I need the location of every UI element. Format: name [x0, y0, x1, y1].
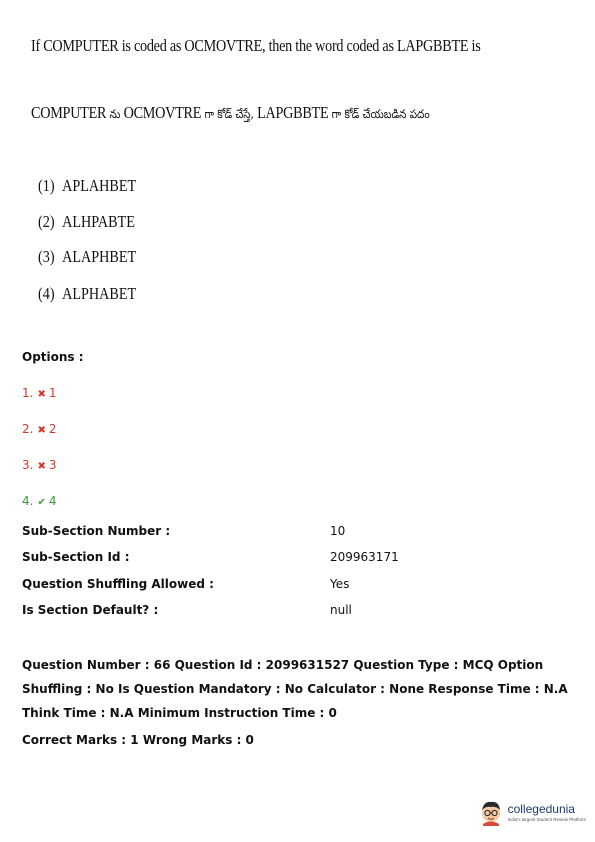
choice-2 — [38, 212, 135, 232]
option-index: 3. — [22, 458, 34, 472]
choice-text: APLAHBET — [62, 176, 137, 195]
option-item-1 — [22, 386, 56, 400]
meta-key-question-shuffling: Question Shuffling Allowed : — [22, 577, 214, 591]
choice-3 — [38, 247, 136, 267]
choice-number: (2) — [38, 212, 55, 231]
meta-value-question-shuffling: Yes — [330, 577, 350, 591]
choice-1 — [38, 176, 136, 196]
meta-key-subsection-id: Sub-Section Id : — [22, 550, 130, 564]
meta-value-section-default: null — [330, 603, 352, 617]
option-index: 4. — [22, 494, 34, 508]
telugu-part: ను — [109, 107, 121, 121]
option-value: 3 — [48, 458, 57, 472]
choice-text: ALPHABET — [62, 284, 137, 303]
question-text-english: If COMPUTER is coded as OCMOVTRE, then the word coded as LAPGBBTE is — [31, 36, 481, 55]
telugu-part: గా కోడ్ చేయబడిన పదం — [331, 107, 430, 121]
telugu-part: OCMOVTRE — [120, 103, 205, 122]
telugu-part: COMPUTER — [31, 103, 110, 122]
meta-key-section-default: Is Section Default? : — [22, 603, 159, 617]
option-item-2 — [22, 422, 56, 436]
choice-number: (1) — [38, 176, 55, 195]
marks-line: Correct Marks : 1 Wrong Marks : 0 — [22, 733, 254, 747]
options-heading: Options : — [22, 350, 84, 364]
meta-key-subsection-number: Sub-Section Number : — [22, 524, 171, 538]
meta-value-subsection-number: 10 — [330, 524, 346, 538]
question-text-telugu — [31, 103, 430, 124]
option-item-3 — [22, 458, 56, 472]
collegedunia-logo — [478, 798, 586, 826]
telugu-part: గా కోడ్ చేస్తే, — [204, 107, 254, 121]
option-item-4 — [22, 494, 56, 508]
meta-value-subsection-id: 209963171 — [330, 550, 399, 564]
choice-text: ALHPABTE — [62, 212, 135, 231]
cross-icon: ✖ — [37, 389, 46, 400]
check-icon: ✔ — [37, 497, 46, 508]
choice-4 — [38, 284, 136, 304]
option-value: 2 — [48, 422, 57, 436]
logo-tagline: India's largest Student Review Platform — [507, 817, 586, 822]
choice-text: ALAPHBET — [62, 247, 137, 266]
choice-number: (4) — [38, 284, 55, 303]
option-index: 2. — [22, 422, 34, 436]
option-value: 1 — [48, 386, 57, 400]
option-value: 4 — [48, 494, 57, 508]
cross-icon: ✖ — [37, 461, 46, 472]
mascot-icon — [478, 798, 504, 826]
choice-number: (3) — [38, 247, 55, 266]
cross-icon: ✖ — [37, 425, 46, 436]
telugu-part: LAPGBBTE — [253, 103, 332, 122]
question-details: Question Number : 66 Question Id : 2099631527 Question Type : MCQ Option Shuffling : No Is Question Mandatory : No Calculator : None Response Time : N.A Think Time : N.A Minimum Instruction Time : 0 — [22, 658, 568, 720]
option-index: 1. — [22, 386, 34, 400]
logo-name: collegedunia — [507, 802, 575, 816]
